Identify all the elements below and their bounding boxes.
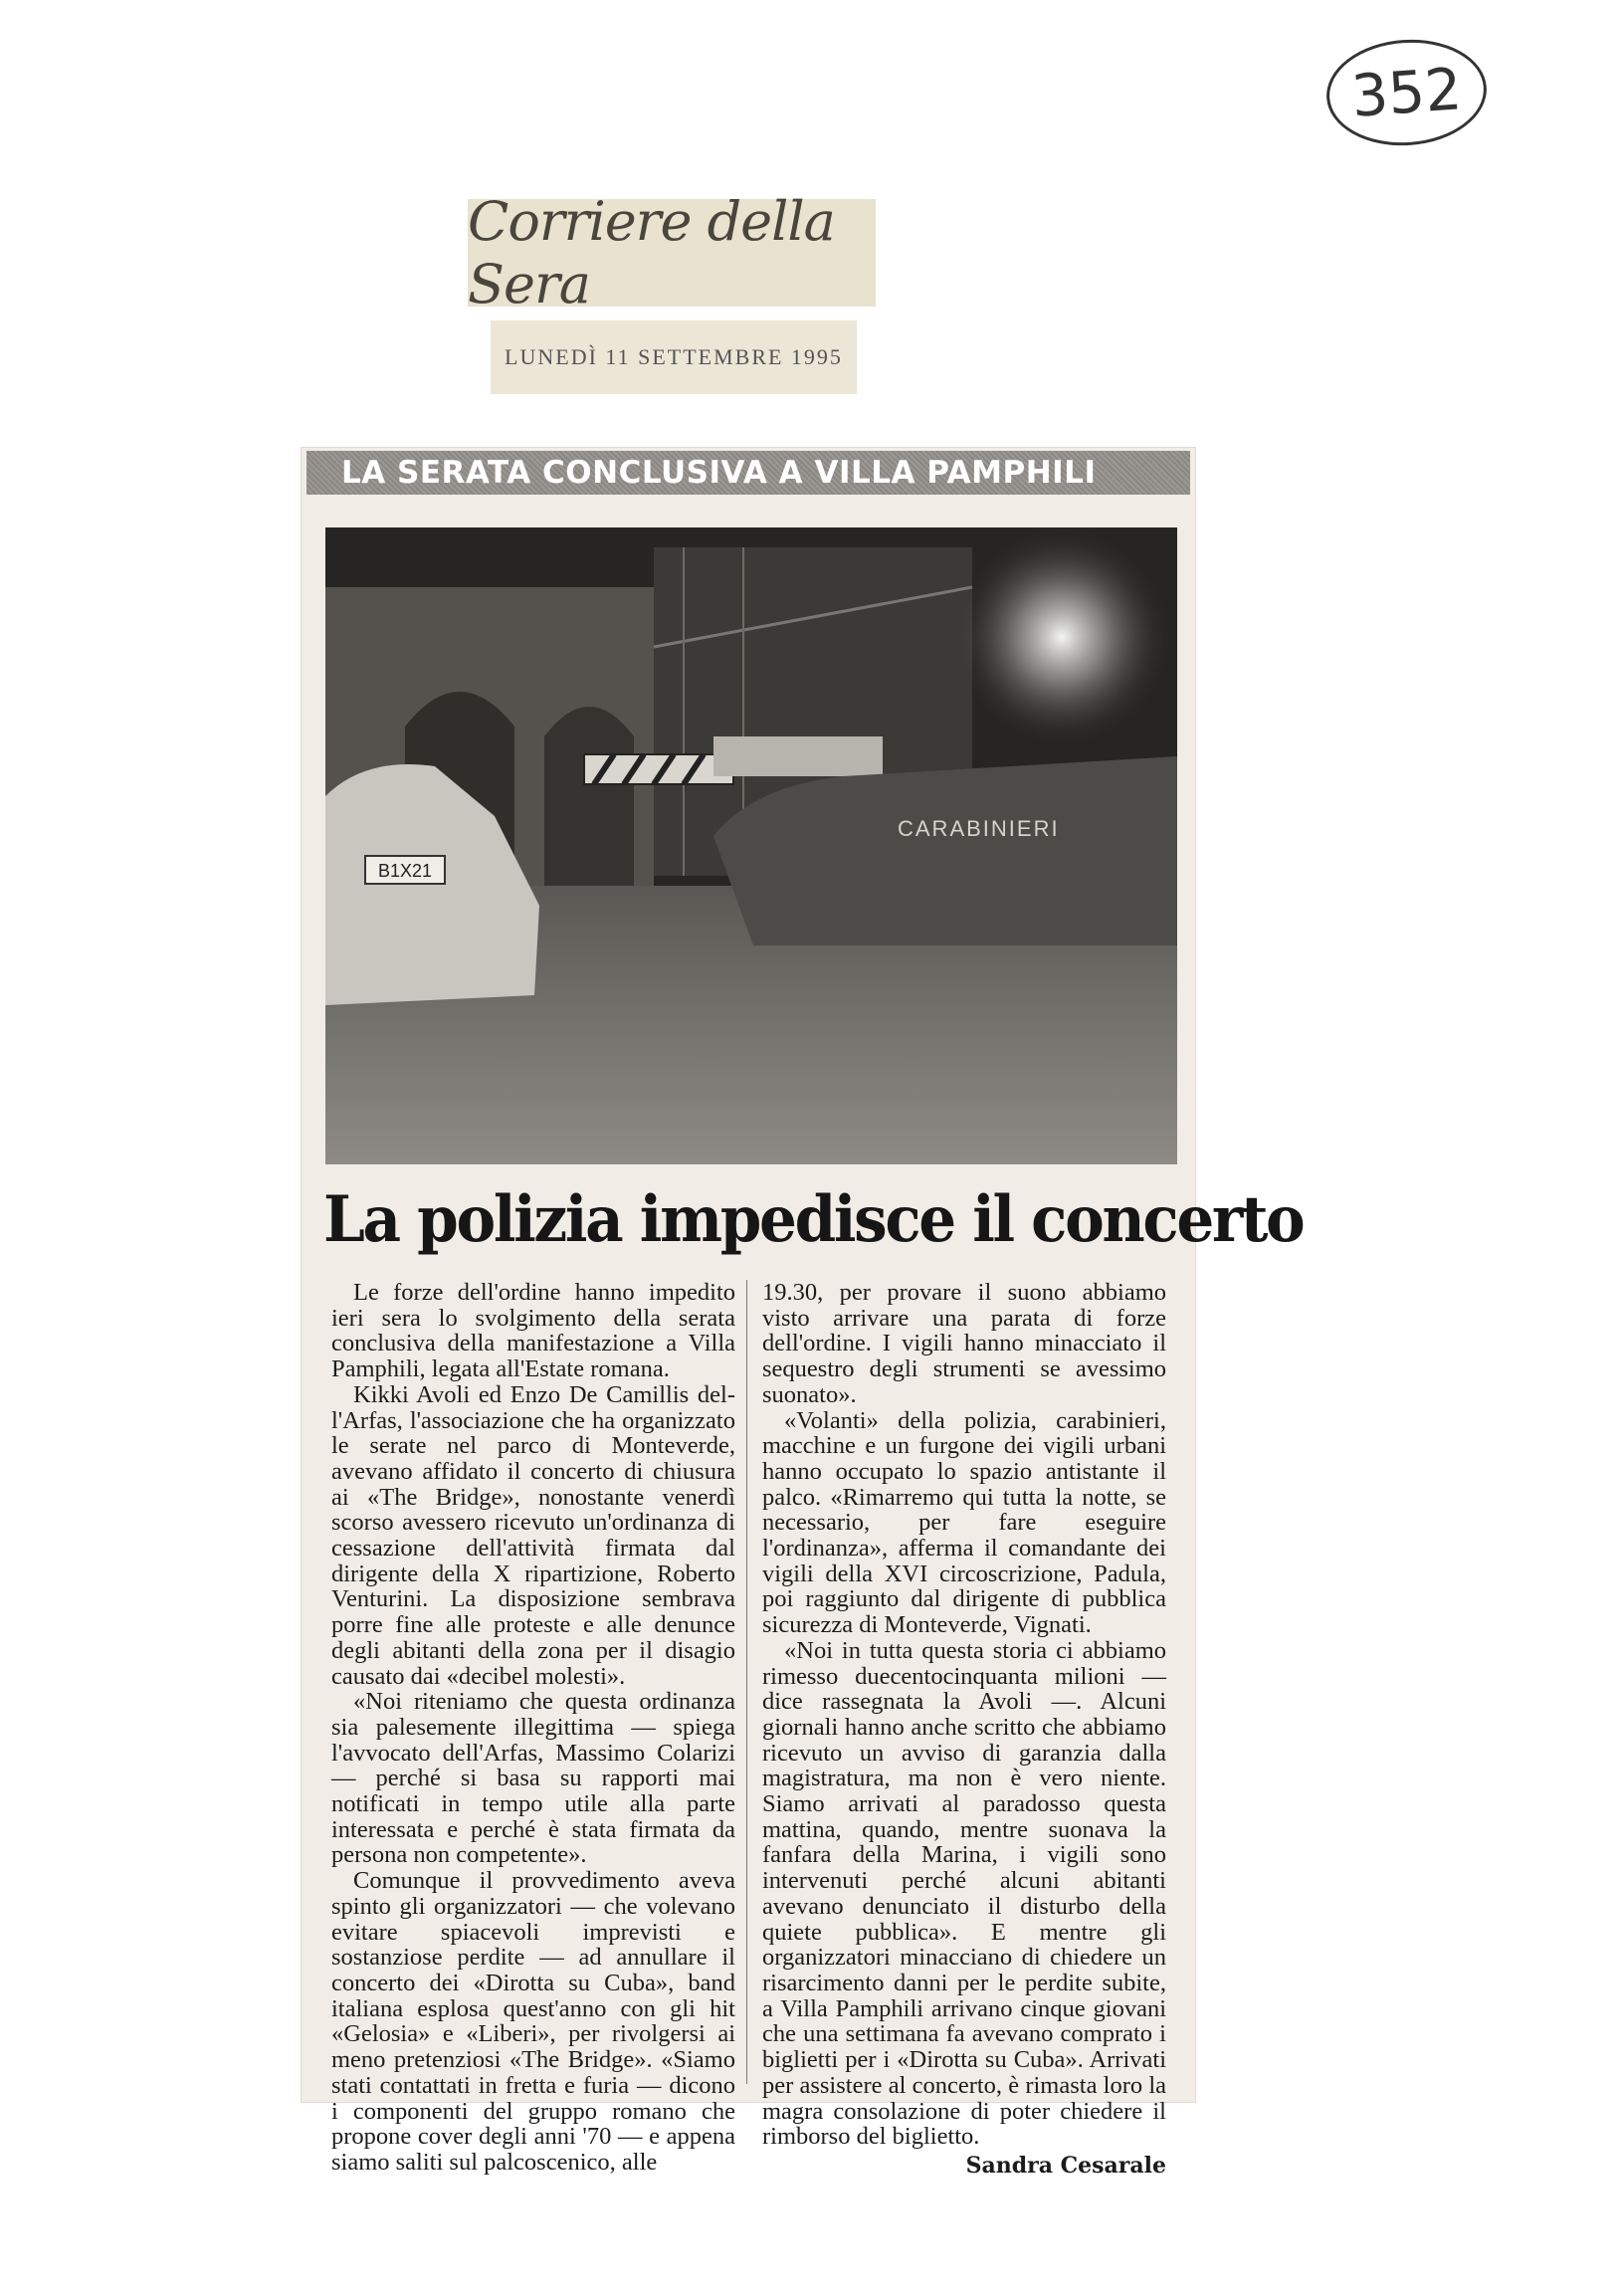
paragraph: Le forze dell'ordine hanno impedito ieri sera lo svolgimento della serata conclusiva della manifestazione a Villa Pamphili, legata all'Estate romana.: [331, 1279, 735, 1383]
article-column-right: [762, 1280, 1166, 2180]
article-clipping: [302, 448, 1304, 2179]
article-column-left: [331, 1280, 735, 2176]
night-scene-illustration: [325, 527, 1177, 1164]
article-kicker: LA SERATA CONCLUSIVA A VILLA PAMPHILI: [306, 451, 1190, 495]
paragraph: 19.30, per provare il suono abbiamo visto arrivare una parata di forze dell'ordine. I vigili hanno minacciato il sequestro degli strumenti se avessimo suonato».: [762, 1279, 1166, 1408]
handwritten-page-number: 352: [1322, 35, 1490, 151]
publication-date: LUNEDÌ 11 SETTEMBRE 1995: [491, 320, 857, 394]
newspaper-masthead: Corriere della Sera: [468, 199, 876, 307]
paragraph: «Noi in tutta questa storia ci abbiamo rimesso duecentocinquanta milioni — dice rassegnata la Avoli —. Alcuni giornali hanno anche scritto che abbiamo ricevuto un avviso di garanzia dalla magistratura, ma non è vero niente. Siamo arrivati al paradosso questa mattina, quando, mentre suonava la fanfara della Marina, i vigili sono intervenuti perché alcuni abitanti avevano denunciato il disturbo della quiete pubblica». E mentre gli organizzatori minacciano di chiedere un risarcimento danni per le perdite subite, a Villa Pamphili arrivano cinque giovani che una settimana fa avevano comprato i biglietti per i «Dirotta su Cuba». Arrivati per assistere al concerto, è rimasta loro la magra consolazione di poter chiedere il rimborso del biglietto.: [762, 1636, 1166, 2151]
license-plate: B1X21: [377, 861, 433, 881]
paragraph: «Noi riteniamo che questa ordinanza sia palesemente illegittima — spiega l'avvocato dell'Arfas, Massimo Colarizi — perché si basa su rapporti mai notificati in tempo utile alla parte interessata e perché è stata firmata da persona non competente».: [331, 1688, 735, 1869]
paragraph: Comunque il provvedimento aveva spinto gli organizzatori — che volevano evitare spiacevoli imprevisti e sostanziose perdite — ad annullare il concerto dei «Dirotta su Cuba», band italiana esplosa quest'anno con gli hit «Gelosia» e «Liberi», per rivolgersi ai meno pretenziosi «The Bridge». «Siamo stati contattati in fretta e furia — dicono i componenti del gruppo romano che propone cover degli anni '70 — e appena siamo saliti sul palcoscenico, alle: [331, 1867, 735, 2176]
article-headline: La polizia impedisce il concerto: [323, 1182, 1304, 1257]
carabinieri-label: CARABINIERI: [898, 816, 1060, 841]
paragraph: Kikki Avoli ed Enzo De Camillis del-l'Arfas, l'associazione che ha organizzato le serate nel parco di Monteverde, avevano affidato il concerto di chiusura ai «The Bridge», nonostante venerdì scorso avessero ricevuto un'ordinanza di cessazione dell'attività firmata dal dirigente della X ripartizione, Roberto Venturini. La disposizione sembrava porre fine alle proteste e alle denunce degli abitanti della zona per il disagio causato dai «decibel molesti».: [331, 1380, 735, 1690]
byline: Sandra Cesarale: [965, 2152, 1166, 2179]
paragraph: «Volanti» della polizia, carabinieri, macchine e un furgone dei vigili urbani hanno occupato lo spazio antistante il palco. «Rimarremo qui tutta la notte, se necessario, per fare eseguire l'ordinanza», afferma il comandante dei vigili della XVI circoscrizione, Padula, poi raggiunto dal dirigente di pubblica sicurezza di Monteverde, Vignati.: [762, 1406, 1166, 1639]
article-photo: [325, 527, 1177, 1164]
column-divider: [746, 1280, 747, 2084]
